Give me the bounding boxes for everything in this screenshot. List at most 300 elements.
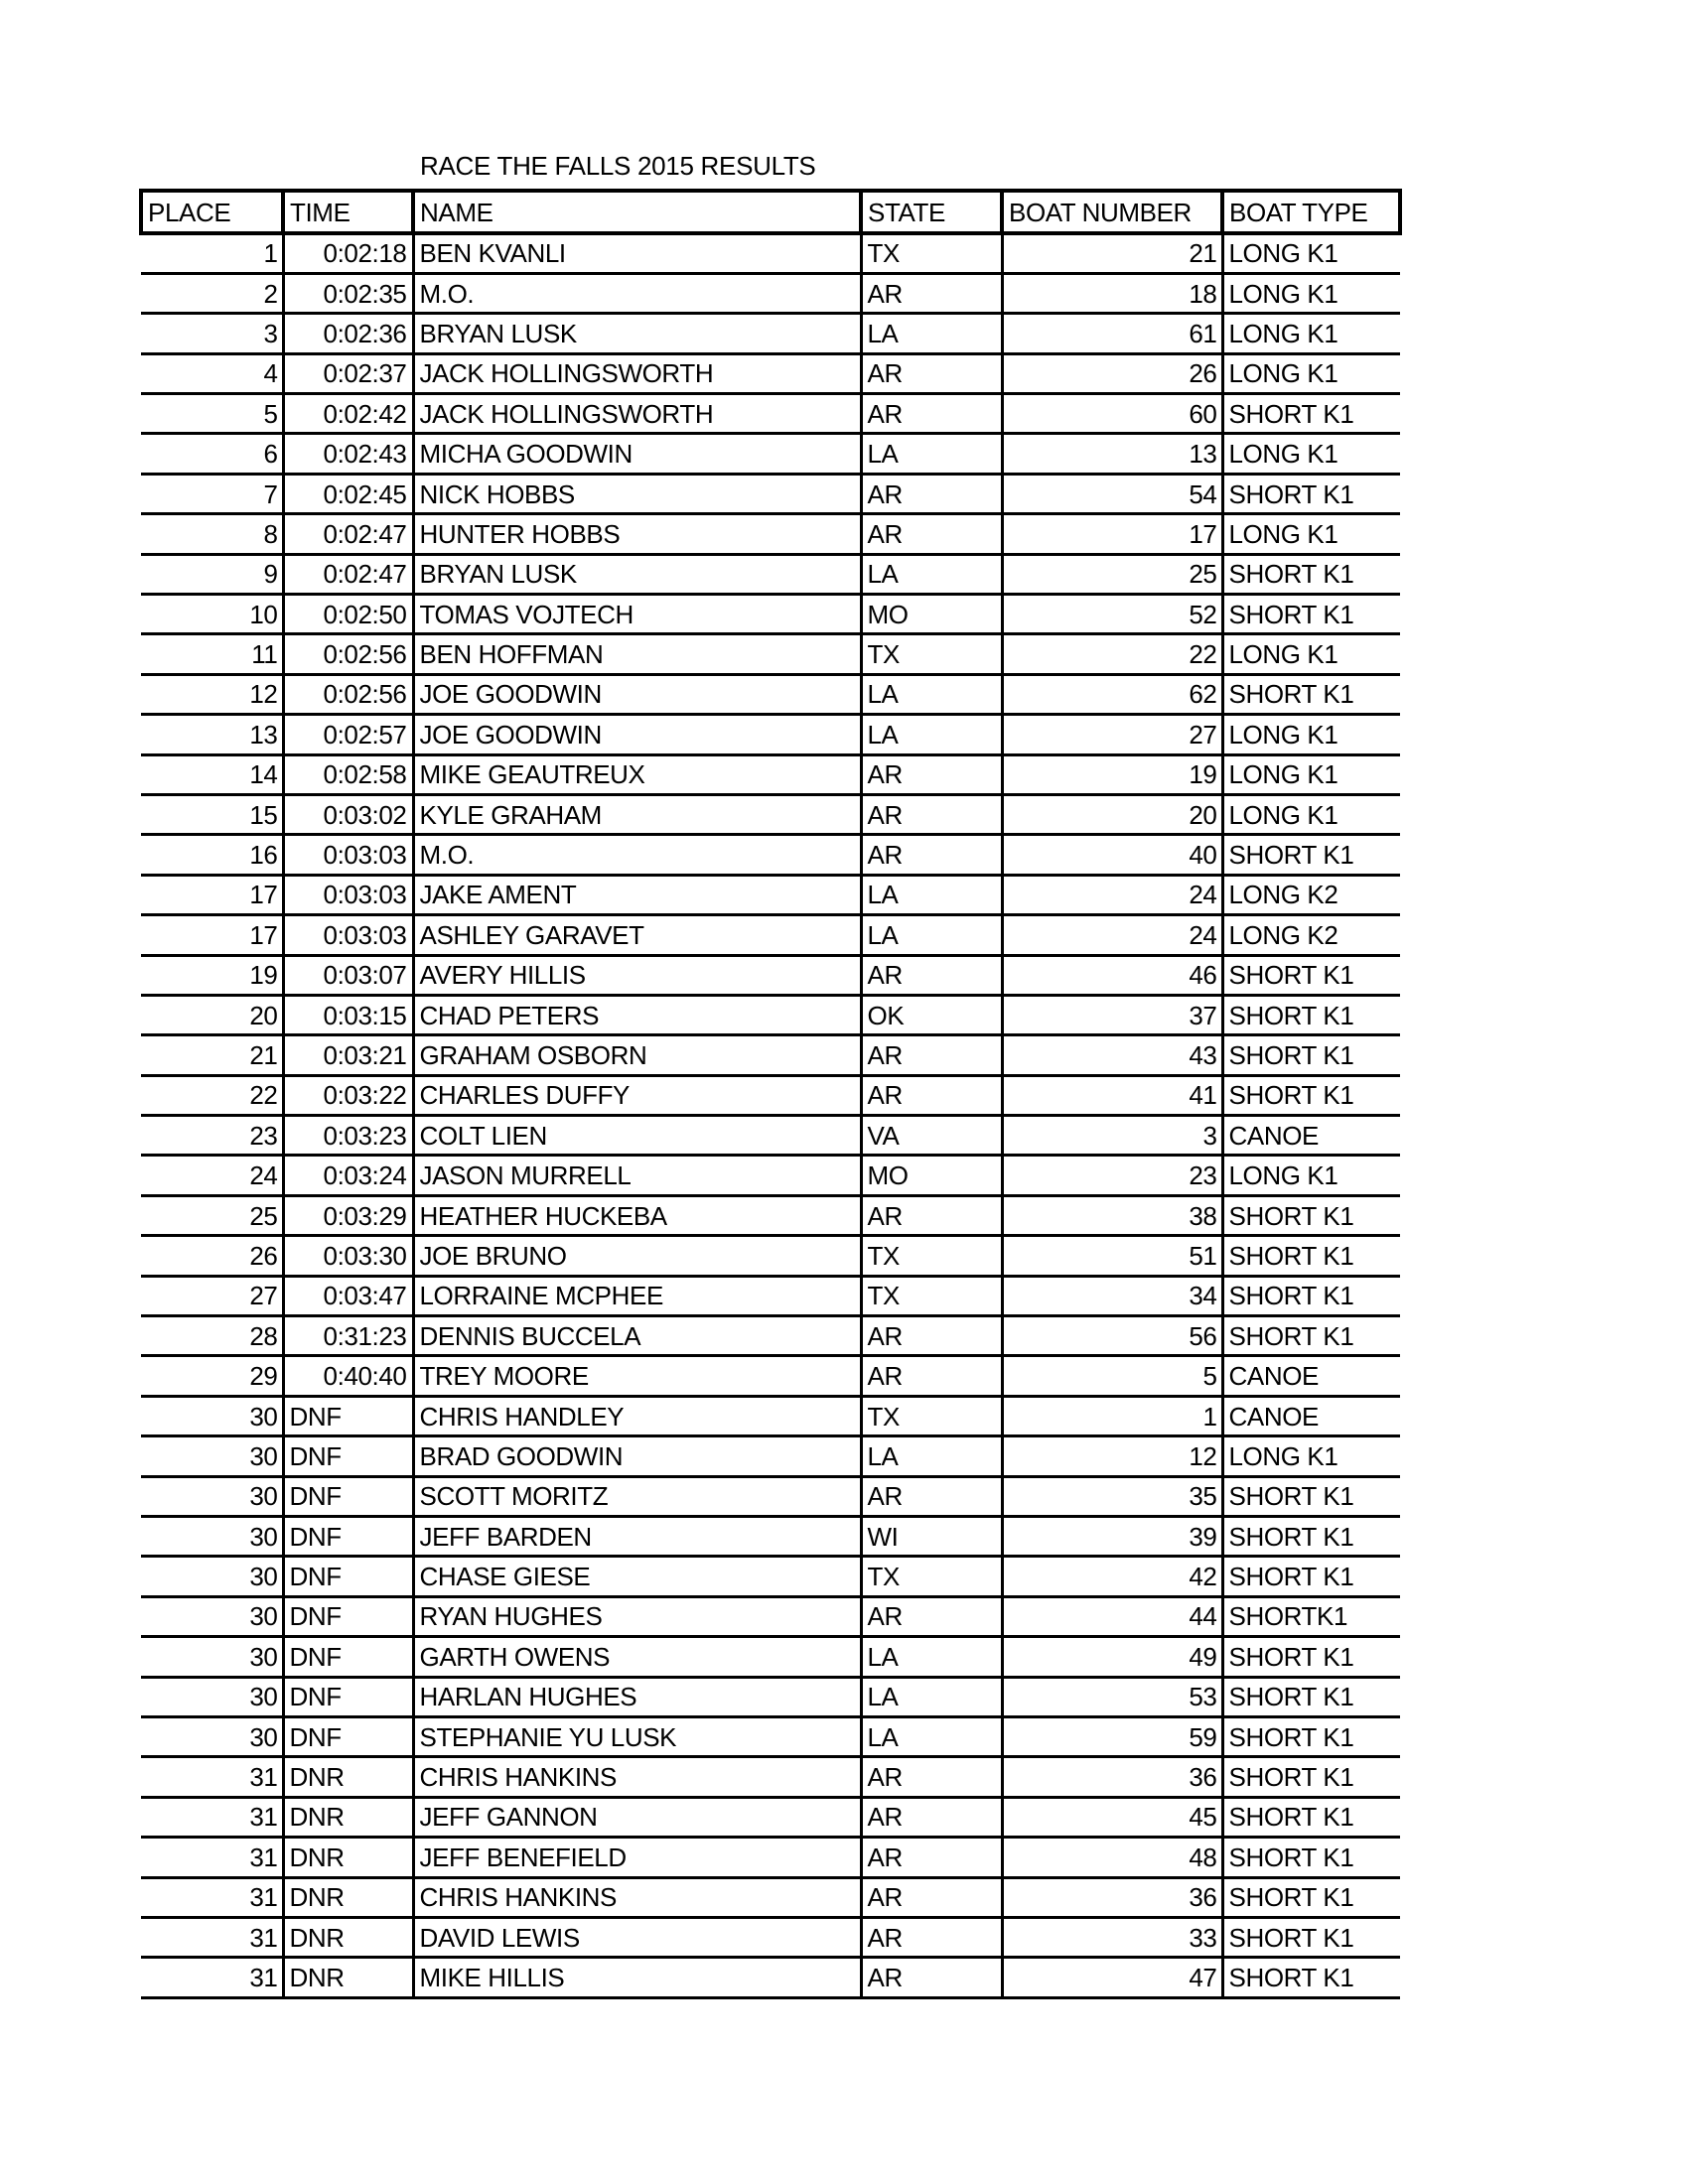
cell-time: DNF bbox=[283, 1596, 413, 1636]
cell-state: TX bbox=[861, 1276, 1002, 1315]
table-row bbox=[141, 273, 1400, 313]
cell-place: 30 bbox=[141, 1517, 283, 1557]
cell-name: JEFF BARDEN bbox=[413, 1517, 861, 1557]
results-table bbox=[139, 189, 1402, 1999]
cell-name: JACK HOLLINGSWORTH bbox=[413, 353, 861, 393]
cell-place: 23 bbox=[141, 1116, 283, 1156]
cell-boat-number: 36 bbox=[1002, 1757, 1222, 1797]
cell-name: BRYAN LUSK bbox=[413, 554, 861, 594]
cell-boat-number: 38 bbox=[1002, 1195, 1222, 1235]
cell-name: JEFF BENEFIELD bbox=[413, 1838, 861, 1877]
cell-boat-number: 12 bbox=[1002, 1436, 1222, 1476]
cell-boat-number: 48 bbox=[1002, 1838, 1222, 1877]
cell-boat-type: SHORT K1 bbox=[1222, 1195, 1400, 1235]
cell-boat-type: LONG K1 bbox=[1222, 353, 1400, 393]
cell-state: AR bbox=[861, 1356, 1002, 1396]
cell-time: 0:02:36 bbox=[283, 314, 413, 353]
cell-place: 8 bbox=[141, 514, 283, 554]
cell-state: LA bbox=[861, 1716, 1002, 1756]
cell-name: COLT LIEN bbox=[413, 1116, 861, 1156]
table-row bbox=[141, 1797, 1400, 1837]
cell-name: M.O. bbox=[413, 835, 861, 875]
cell-time: DNF bbox=[283, 1517, 413, 1557]
cell-boat-type: SHORT K1 bbox=[1222, 394, 1400, 434]
cell-place: 13 bbox=[141, 715, 283, 754]
cell-name: LORRAINE MCPHEE bbox=[413, 1276, 861, 1315]
cell-name: JASON MURRELL bbox=[413, 1156, 861, 1195]
table-row bbox=[141, 715, 1400, 754]
cell-boat-number: 17 bbox=[1002, 514, 1222, 554]
cell-boat-type: LONG K1 bbox=[1222, 1156, 1400, 1195]
cell-place: 6 bbox=[141, 434, 283, 474]
cell-boat-type: SHORT K1 bbox=[1222, 1757, 1400, 1797]
table-row bbox=[141, 995, 1400, 1034]
cell-boat-type: SHORT K1 bbox=[1222, 1958, 1400, 1997]
cell-place: 2 bbox=[141, 273, 283, 313]
cell-name: JOE GOODWIN bbox=[413, 674, 861, 714]
cell-place: 30 bbox=[141, 1396, 283, 1435]
cell-name: BEN KVANLI bbox=[413, 233, 861, 273]
cell-state: TX bbox=[861, 1396, 1002, 1435]
cell-time: DNF bbox=[283, 1476, 413, 1516]
cell-name: NICK HOBBS bbox=[413, 474, 861, 513]
table-row bbox=[141, 794, 1400, 834]
cell-boat-number: 23 bbox=[1002, 1156, 1222, 1195]
cell-time: 0:02:45 bbox=[283, 474, 413, 513]
cell-boat-number: 24 bbox=[1002, 915, 1222, 955]
cell-place: 12 bbox=[141, 674, 283, 714]
cell-place: 21 bbox=[141, 1035, 283, 1075]
cell-boat-number: 18 bbox=[1002, 273, 1222, 313]
cell-time: 0:02:57 bbox=[283, 715, 413, 754]
cell-place: 31 bbox=[141, 1917, 283, 1957]
cell-name: BEN HOFFMAN bbox=[413, 634, 861, 674]
cell-boat-type: LONG K2 bbox=[1222, 875, 1400, 914]
cell-time: DNF bbox=[283, 1396, 413, 1435]
cell-boat-type: LONG K1 bbox=[1222, 233, 1400, 273]
cell-name: TREY MOORE bbox=[413, 1356, 861, 1396]
table-row bbox=[141, 1716, 1400, 1756]
cell-state: LA bbox=[861, 1637, 1002, 1677]
cell-boat-number: 39 bbox=[1002, 1517, 1222, 1557]
table-row bbox=[141, 434, 1400, 474]
cell-boat-type: LONG K1 bbox=[1222, 794, 1400, 834]
cell-state: LA bbox=[861, 314, 1002, 353]
cell-time: 0:02:42 bbox=[283, 394, 413, 434]
cell-name: JACK HOLLINGSWORTH bbox=[413, 394, 861, 434]
cell-name: HUNTER HOBBS bbox=[413, 514, 861, 554]
column-header-name: NAME bbox=[413, 191, 861, 233]
cell-place: 28 bbox=[141, 1316, 283, 1356]
cell-name: KYLE GRAHAM bbox=[413, 794, 861, 834]
cell-time: 0:03:15 bbox=[283, 995, 413, 1034]
cell-time: 0:02:47 bbox=[283, 514, 413, 554]
cell-time: 0:03:02 bbox=[283, 794, 413, 834]
cell-boat-number: 60 bbox=[1002, 394, 1222, 434]
cell-boat-type: SHORT K1 bbox=[1222, 1917, 1400, 1957]
cell-place: 19 bbox=[141, 955, 283, 995]
cell-boat-type: SHORT K1 bbox=[1222, 1557, 1400, 1596]
cell-state: LA bbox=[861, 434, 1002, 474]
cell-name: CHRIS HANKINS bbox=[413, 1877, 861, 1917]
cell-place: 15 bbox=[141, 794, 283, 834]
cell-place: 25 bbox=[141, 1195, 283, 1235]
table-row bbox=[141, 1877, 1400, 1917]
cell-state: OK bbox=[861, 995, 1002, 1034]
cell-boat-number: 19 bbox=[1002, 754, 1222, 794]
cell-boat-number: 56 bbox=[1002, 1316, 1222, 1356]
table-row bbox=[141, 394, 1400, 434]
cell-state: AR bbox=[861, 353, 1002, 393]
table-row bbox=[141, 1316, 1400, 1356]
cell-boat-number: 47 bbox=[1002, 1958, 1222, 1997]
cell-boat-number: 33 bbox=[1002, 1917, 1222, 1957]
cell-boat-type: SHORTK1 bbox=[1222, 1596, 1400, 1636]
column-header-state: STATE bbox=[861, 191, 1002, 233]
cell-boat-number: 41 bbox=[1002, 1075, 1222, 1115]
cell-time: 0:02:56 bbox=[283, 674, 413, 714]
cell-time: 0:40:40 bbox=[283, 1356, 413, 1396]
cell-state: AR bbox=[861, 955, 1002, 995]
cell-state: WI bbox=[861, 1517, 1002, 1557]
table-row bbox=[141, 1677, 1400, 1716]
cell-boat-type: SHORT K1 bbox=[1222, 1877, 1400, 1917]
cell-place: 3 bbox=[141, 314, 283, 353]
cell-place: 30 bbox=[141, 1436, 283, 1476]
cell-boat-number: 54 bbox=[1002, 474, 1222, 513]
cell-state: AR bbox=[861, 394, 1002, 434]
cell-name: JOE GOODWIN bbox=[413, 715, 861, 754]
cell-place: 11 bbox=[141, 634, 283, 674]
table-row bbox=[141, 634, 1400, 674]
cell-name: HARLAN HUGHES bbox=[413, 1677, 861, 1716]
cell-state: LA bbox=[861, 875, 1002, 914]
cell-place: 31 bbox=[141, 1797, 283, 1837]
cell-state: AR bbox=[861, 1797, 1002, 1837]
table-row bbox=[141, 1356, 1400, 1396]
cell-boat-number: 46 bbox=[1002, 955, 1222, 995]
cell-boat-type: SHORT K1 bbox=[1222, 1236, 1400, 1276]
cell-boat-type: SHORT K1 bbox=[1222, 1476, 1400, 1516]
cell-name: GARTH OWENS bbox=[413, 1637, 861, 1677]
cell-time: DNR bbox=[283, 1838, 413, 1877]
cell-boat-number: 59 bbox=[1002, 1716, 1222, 1756]
table-row bbox=[141, 1637, 1400, 1677]
cell-time: 0:02:58 bbox=[283, 754, 413, 794]
table-row bbox=[141, 1156, 1400, 1195]
table-row bbox=[141, 1596, 1400, 1636]
table-row bbox=[141, 1035, 1400, 1075]
table-row bbox=[141, 1436, 1400, 1476]
cell-place: 26 bbox=[141, 1236, 283, 1276]
cell-place: 31 bbox=[141, 1757, 283, 1797]
cell-boat-type: LONG K1 bbox=[1222, 514, 1400, 554]
cell-boat-number: 1 bbox=[1002, 1396, 1222, 1435]
cell-place: 31 bbox=[141, 1838, 283, 1877]
cell-name: MIKE HILLIS bbox=[413, 1958, 861, 1997]
cell-state: TX bbox=[861, 1557, 1002, 1596]
cell-place: 30 bbox=[141, 1716, 283, 1756]
cell-boat-type: CANOE bbox=[1222, 1356, 1400, 1396]
results-body bbox=[141, 233, 1400, 1997]
cell-boat-number: 51 bbox=[1002, 1236, 1222, 1276]
cell-boat-type: SHORT K1 bbox=[1222, 955, 1400, 995]
cell-boat-number: 45 bbox=[1002, 1797, 1222, 1837]
cell-boat-number: 42 bbox=[1002, 1557, 1222, 1596]
cell-name: M.O. bbox=[413, 273, 861, 313]
table-row bbox=[141, 1838, 1400, 1877]
cell-state: LA bbox=[861, 915, 1002, 955]
cell-time: DNF bbox=[283, 1637, 413, 1677]
cell-time: 0:03:03 bbox=[283, 915, 413, 955]
cell-place: 7 bbox=[141, 474, 283, 513]
cell-boat-type: SHORT K1 bbox=[1222, 1035, 1400, 1075]
cell-name: CHASE GIESE bbox=[413, 1557, 861, 1596]
cell-state: AR bbox=[861, 1838, 1002, 1877]
table-row bbox=[141, 233, 1400, 273]
cell-state: AR bbox=[861, 1917, 1002, 1957]
cell-place: 17 bbox=[141, 875, 283, 914]
cell-place: 29 bbox=[141, 1356, 283, 1396]
cell-time: DNF bbox=[283, 1557, 413, 1596]
cell-place: 30 bbox=[141, 1557, 283, 1596]
cell-boat-type: SHORT K1 bbox=[1222, 835, 1400, 875]
header-row bbox=[141, 191, 1400, 233]
cell-time: 0:02:50 bbox=[283, 595, 413, 634]
cell-boat-number: 5 bbox=[1002, 1356, 1222, 1396]
cell-state: TX bbox=[861, 1236, 1002, 1276]
cell-boat-number: 20 bbox=[1002, 794, 1222, 834]
cell-state: AR bbox=[861, 1596, 1002, 1636]
cell-name: CHRIS HANDLEY bbox=[413, 1396, 861, 1435]
cell-boat-number: 52 bbox=[1002, 595, 1222, 634]
cell-time: 0:03:03 bbox=[283, 835, 413, 875]
cell-time: 0:03:21 bbox=[283, 1035, 413, 1075]
cell-boat-type: SHORT K1 bbox=[1222, 1797, 1400, 1837]
cell-boat-number: 61 bbox=[1002, 314, 1222, 353]
table-row bbox=[141, 514, 1400, 554]
cell-place: 31 bbox=[141, 1877, 283, 1917]
cell-boat-number: 22 bbox=[1002, 634, 1222, 674]
cell-boat-number: 24 bbox=[1002, 875, 1222, 914]
cell-boat-number: 43 bbox=[1002, 1035, 1222, 1075]
table-row bbox=[141, 1958, 1400, 1997]
table-row bbox=[141, 955, 1400, 995]
cell-place: 30 bbox=[141, 1637, 283, 1677]
cell-boat-type: SHORT K1 bbox=[1222, 1716, 1400, 1756]
cell-boat-number: 62 bbox=[1002, 674, 1222, 714]
cell-boat-type: SHORT K1 bbox=[1222, 1637, 1400, 1677]
cell-time: DNR bbox=[283, 1757, 413, 1797]
cell-name: CHARLES DUFFY bbox=[413, 1075, 861, 1115]
cell-time: DNF bbox=[283, 1716, 413, 1756]
column-header-time: TIME bbox=[283, 191, 413, 233]
cell-time: 0:02:35 bbox=[283, 273, 413, 313]
cell-time: DNF bbox=[283, 1677, 413, 1716]
cell-name: BRAD GOODWIN bbox=[413, 1436, 861, 1476]
cell-time: DNR bbox=[283, 1917, 413, 1957]
column-header-place: PLACE bbox=[141, 191, 283, 233]
table-row bbox=[141, 875, 1400, 914]
table-row bbox=[141, 353, 1400, 393]
cell-place: 30 bbox=[141, 1677, 283, 1716]
cell-time: 0:03:47 bbox=[283, 1276, 413, 1315]
table-row bbox=[141, 1557, 1400, 1596]
cell-name: TOMAS VOJTECH bbox=[413, 595, 861, 634]
cell-place: 16 bbox=[141, 835, 283, 875]
cell-state: AR bbox=[861, 1316, 1002, 1356]
cell-boat-type: LONG K2 bbox=[1222, 915, 1400, 955]
cell-boat-type: SHORT K1 bbox=[1222, 1276, 1400, 1315]
table-row bbox=[141, 915, 1400, 955]
cell-place: 4 bbox=[141, 353, 283, 393]
cell-place: 17 bbox=[141, 915, 283, 955]
cell-name: CHAD PETERS bbox=[413, 995, 861, 1034]
table-row bbox=[141, 674, 1400, 714]
cell-boat-number: 37 bbox=[1002, 995, 1222, 1034]
cell-state: AR bbox=[861, 754, 1002, 794]
cell-state: AR bbox=[861, 794, 1002, 834]
column-header-boat-number: BOAT NUMBER bbox=[1002, 191, 1222, 233]
cell-state: LA bbox=[861, 674, 1002, 714]
cell-boat-type: SHORT K1 bbox=[1222, 595, 1400, 634]
cell-boat-type: SHORT K1 bbox=[1222, 1517, 1400, 1557]
cell-state: MO bbox=[861, 595, 1002, 634]
cell-state: MO bbox=[861, 1156, 1002, 1195]
cell-name: SCOTT MORITZ bbox=[413, 1476, 861, 1516]
table-row bbox=[141, 1757, 1400, 1797]
cell-time: 0:03:29 bbox=[283, 1195, 413, 1235]
cell-name: BRYAN LUSK bbox=[413, 314, 861, 353]
cell-state: AR bbox=[861, 474, 1002, 513]
cell-place: 30 bbox=[141, 1476, 283, 1516]
cell-state: LA bbox=[861, 715, 1002, 754]
column-header-boat-type: BOAT TYPE bbox=[1222, 191, 1400, 233]
cell-boat-number: 36 bbox=[1002, 1877, 1222, 1917]
cell-state: AR bbox=[861, 1035, 1002, 1075]
cell-boat-type: CANOE bbox=[1222, 1396, 1400, 1435]
cell-boat-number: 49 bbox=[1002, 1637, 1222, 1677]
cell-place: 10 bbox=[141, 595, 283, 634]
cell-state: LA bbox=[861, 1677, 1002, 1716]
cell-place: 24 bbox=[141, 1156, 283, 1195]
cell-time: 0:02:18 bbox=[283, 233, 413, 273]
cell-time: 0:03:03 bbox=[283, 875, 413, 914]
cell-boat-type: LONG K1 bbox=[1222, 754, 1400, 794]
cell-name: DAVID LEWIS bbox=[413, 1917, 861, 1957]
cell-boat-type: SHORT K1 bbox=[1222, 1316, 1400, 1356]
table-row bbox=[141, 835, 1400, 875]
document-title: RACE THE FALLS 2015 RESULTS bbox=[420, 151, 816, 181]
cell-boat-type: SHORT K1 bbox=[1222, 674, 1400, 714]
cell-boat-number: 40 bbox=[1002, 835, 1222, 875]
cell-time: 0:03:24 bbox=[283, 1156, 413, 1195]
cell-boat-type: LONG K1 bbox=[1222, 273, 1400, 313]
cell-state: AR bbox=[861, 514, 1002, 554]
cell-name: STEPHANIE YU LUSK bbox=[413, 1716, 861, 1756]
cell-state: AR bbox=[861, 835, 1002, 875]
cell-place: 14 bbox=[141, 754, 283, 794]
table-row bbox=[141, 1116, 1400, 1156]
cell-boat-type: LONG K1 bbox=[1222, 1436, 1400, 1476]
cell-name: ASHLEY GARAVET bbox=[413, 915, 861, 955]
table-row bbox=[141, 1195, 1400, 1235]
cell-name: MICHA GOODWIN bbox=[413, 434, 861, 474]
cell-state: AR bbox=[861, 273, 1002, 313]
cell-time: 0:02:37 bbox=[283, 353, 413, 393]
table-row bbox=[141, 1396, 1400, 1435]
cell-state: TX bbox=[861, 233, 1002, 273]
cell-time: 0:02:43 bbox=[283, 434, 413, 474]
cell-state: AR bbox=[861, 1075, 1002, 1115]
table-row bbox=[141, 1236, 1400, 1276]
cell-boat-number: 3 bbox=[1002, 1116, 1222, 1156]
cell-name: JOE BRUNO bbox=[413, 1236, 861, 1276]
table-row bbox=[141, 474, 1400, 513]
cell-boat-number: 26 bbox=[1002, 353, 1222, 393]
cell-time: 0:02:47 bbox=[283, 554, 413, 594]
cell-name: AVERY HILLIS bbox=[413, 955, 861, 995]
cell-boat-type: SHORT K1 bbox=[1222, 1838, 1400, 1877]
cell-state: AR bbox=[861, 1877, 1002, 1917]
cell-time: 0:03:07 bbox=[283, 955, 413, 995]
cell-name: MIKE GEAUTREUX bbox=[413, 754, 861, 794]
cell-boat-type: CANOE bbox=[1222, 1116, 1400, 1156]
cell-boat-type: LONG K1 bbox=[1222, 634, 1400, 674]
cell-state: AR bbox=[861, 1757, 1002, 1797]
table-row bbox=[141, 1517, 1400, 1557]
cell-name: HEATHER HUCKEBA bbox=[413, 1195, 861, 1235]
cell-state: VA bbox=[861, 1116, 1002, 1156]
cell-boat-type: LONG K1 bbox=[1222, 434, 1400, 474]
table-row bbox=[141, 754, 1400, 794]
cell-state: AR bbox=[861, 1195, 1002, 1235]
cell-boat-type: SHORT K1 bbox=[1222, 554, 1400, 594]
table-row bbox=[141, 554, 1400, 594]
cell-place: 30 bbox=[141, 1596, 283, 1636]
cell-time: 0:03:22 bbox=[283, 1075, 413, 1115]
cell-name: JEFF GANNON bbox=[413, 1797, 861, 1837]
table-row bbox=[141, 1276, 1400, 1315]
cell-time: DNR bbox=[283, 1958, 413, 1997]
cell-boat-type: SHORT K1 bbox=[1222, 995, 1400, 1034]
cell-time: DNR bbox=[283, 1797, 413, 1837]
cell-boat-number: 34 bbox=[1002, 1276, 1222, 1315]
cell-boat-number: 25 bbox=[1002, 554, 1222, 594]
cell-time: DNR bbox=[283, 1877, 413, 1917]
cell-boat-type: SHORT K1 bbox=[1222, 474, 1400, 513]
cell-boat-type: LONG K1 bbox=[1222, 715, 1400, 754]
cell-place: 22 bbox=[141, 1075, 283, 1115]
cell-state: LA bbox=[861, 554, 1002, 594]
cell-name: GRAHAM OSBORN bbox=[413, 1035, 861, 1075]
cell-place: 27 bbox=[141, 1276, 283, 1315]
cell-name: RYAN HUGHES bbox=[413, 1596, 861, 1636]
cell-time: DNF bbox=[283, 1436, 413, 1476]
cell-name: CHRIS HANKINS bbox=[413, 1757, 861, 1797]
cell-state: AR bbox=[861, 1958, 1002, 1997]
cell-place: 31 bbox=[141, 1958, 283, 1997]
table-row bbox=[141, 314, 1400, 353]
cell-time: 0:03:30 bbox=[283, 1236, 413, 1276]
table-row bbox=[141, 595, 1400, 634]
table-row bbox=[141, 1476, 1400, 1516]
cell-boat-number: 27 bbox=[1002, 715, 1222, 754]
cell-state: AR bbox=[861, 1476, 1002, 1516]
cell-state: TX bbox=[861, 634, 1002, 674]
cell-place: 20 bbox=[141, 995, 283, 1034]
cell-boat-type: SHORT K1 bbox=[1222, 1677, 1400, 1716]
